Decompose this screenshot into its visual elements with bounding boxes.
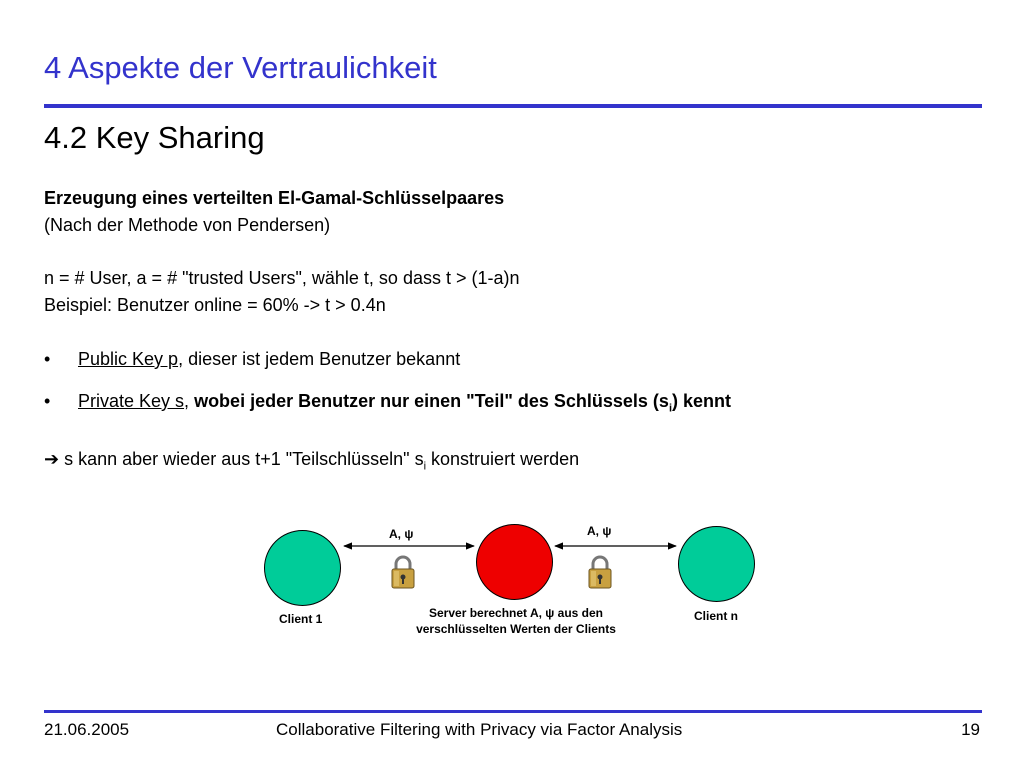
client1-node — [264, 530, 341, 606]
conclusion-subscript: i — [423, 460, 427, 473]
footer-title: Collaborative Filtering with Privacy via Factor Analysis — [276, 720, 683, 739]
footer-divider — [44, 710, 982, 713]
bullet-symbol: • — [44, 391, 51, 411]
slide-title: 4 Aspekte der Vertraulichkeit — [44, 50, 437, 85]
bullet-symbol: • — [44, 349, 51, 369]
example-line: Beispiel: Benutzer online = 60% -> t > 0.4n — [44, 295, 386, 315]
footer-date: 21.06.2005 — [44, 720, 130, 739]
clientn-label: Client n — [694, 609, 738, 623]
formula-line: n = # User, a = # "trusted Users", wähle t, so dass t > (1-a)n — [44, 268, 520, 288]
server-node — [476, 524, 553, 600]
padlock-icon — [390, 554, 416, 590]
server-label-line2: verschlüsselten Werten der Clients — [416, 622, 616, 636]
page-number: 19 — [961, 720, 980, 739]
public-key-term: Public Key p — [78, 349, 179, 369]
private-key-subscript: i — [668, 402, 672, 415]
conclusion-text-post: konstruiert werden — [426, 449, 580, 469]
private-key-text-post: ) kennt — [672, 391, 732, 411]
edge-label-right: A, ψ — [587, 524, 612, 538]
private-key-text-pre: wobei jeder Benutzer nur einen "Teil" des Schlüssels (s — [194, 391, 669, 411]
server-label-line1: Server berechnet A, ψ aus den — [429, 606, 603, 620]
slide-subtitle: 4.2 Key Sharing — [44, 120, 265, 155]
private-key-term: Private Key s — [78, 391, 185, 411]
private-key-separator: , — [184, 391, 195, 411]
conclusion-text-pre: s kann aber wieder aus t+1 "Teilschlüsseln" s — [64, 449, 424, 469]
public-key-text: , dieser ist jedem Benutzer bekannt — [178, 349, 461, 369]
clientn-node — [678, 526, 755, 602]
edge-label-left: A, ψ — [389, 527, 414, 541]
padlock-icon — [587, 554, 613, 590]
client1-label: Client 1 — [279, 612, 323, 626]
section-heading: Erzeugung eines verteilten El-Gamal-Schlüsselpaares — [44, 188, 505, 208]
arrow-icon: ➔ — [44, 449, 60, 469]
server-label — [380, 605, 652, 637]
method-note: (Nach der Methode von Pendersen) — [44, 215, 331, 235]
